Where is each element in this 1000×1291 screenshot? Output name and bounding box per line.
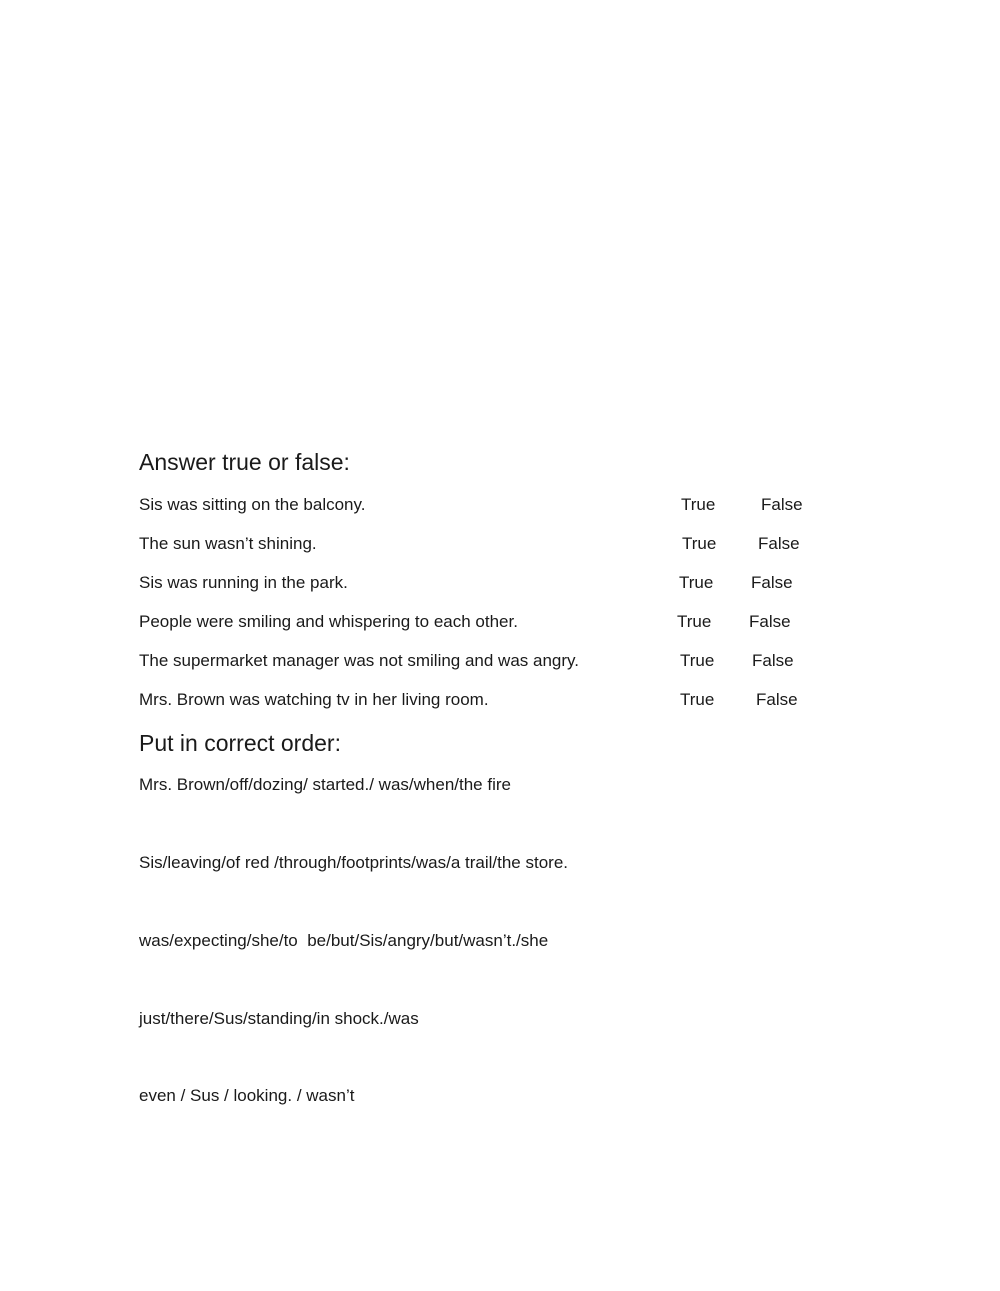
false-option[interactable]: False (749, 612, 791, 631)
true-option[interactable]: True (680, 651, 715, 670)
scrambled-sentence: just/there/Sus/standing/in shock./was (139, 1009, 419, 1028)
scrambled-sentence: even / Sus / looking. / wasn’t (139, 1086, 355, 1105)
false-option[interactable]: False (758, 534, 800, 553)
false-option[interactable]: False (751, 573, 793, 592)
statement-text: The supermarket manager was not smiling and was angry. (139, 651, 579, 670)
statement-text: Sis was running in the park. (139, 573, 348, 592)
false-option[interactable]: False (761, 495, 803, 514)
scrambled-sentence: was/expecting/she/to be/but/Sis/angry/but/wasn’t./she (139, 931, 549, 950)
true-false-row (139, 493, 839, 517)
scrambled-sentence: Sis/leaving/of red /through/footprints/was/a trail/the store. (139, 853, 569, 872)
true-false-row (139, 649, 839, 673)
scrambled-sentence: Mrs. Brown/off/dozing/ started./ was/when/the fire (139, 775, 511, 794)
true-false-heading: Answer true or false: (139, 449, 350, 475)
true-option[interactable]: True (677, 612, 712, 631)
statement-text: People were smiling and whispering to each other. (139, 612, 518, 631)
true-option[interactable]: True (681, 495, 716, 514)
true-false-row (139, 532, 839, 556)
false-option[interactable]: False (752, 651, 794, 670)
true-option[interactable]: True (679, 573, 714, 592)
true-false-row (139, 610, 839, 634)
true-false-row (139, 571, 839, 595)
true-option[interactable]: True (682, 534, 717, 553)
false-option[interactable]: False (756, 690, 798, 709)
true-false-row (139, 688, 839, 712)
correct-order-heading: Put in correct order: (139, 730, 341, 756)
true-option[interactable]: True (680, 690, 715, 709)
statement-text: The sun wasn’t shining. (139, 534, 317, 553)
statement-text: Sis was sitting on the balcony. (139, 495, 366, 514)
statement-text: Mrs. Brown was watching tv in her living room. (139, 690, 489, 709)
